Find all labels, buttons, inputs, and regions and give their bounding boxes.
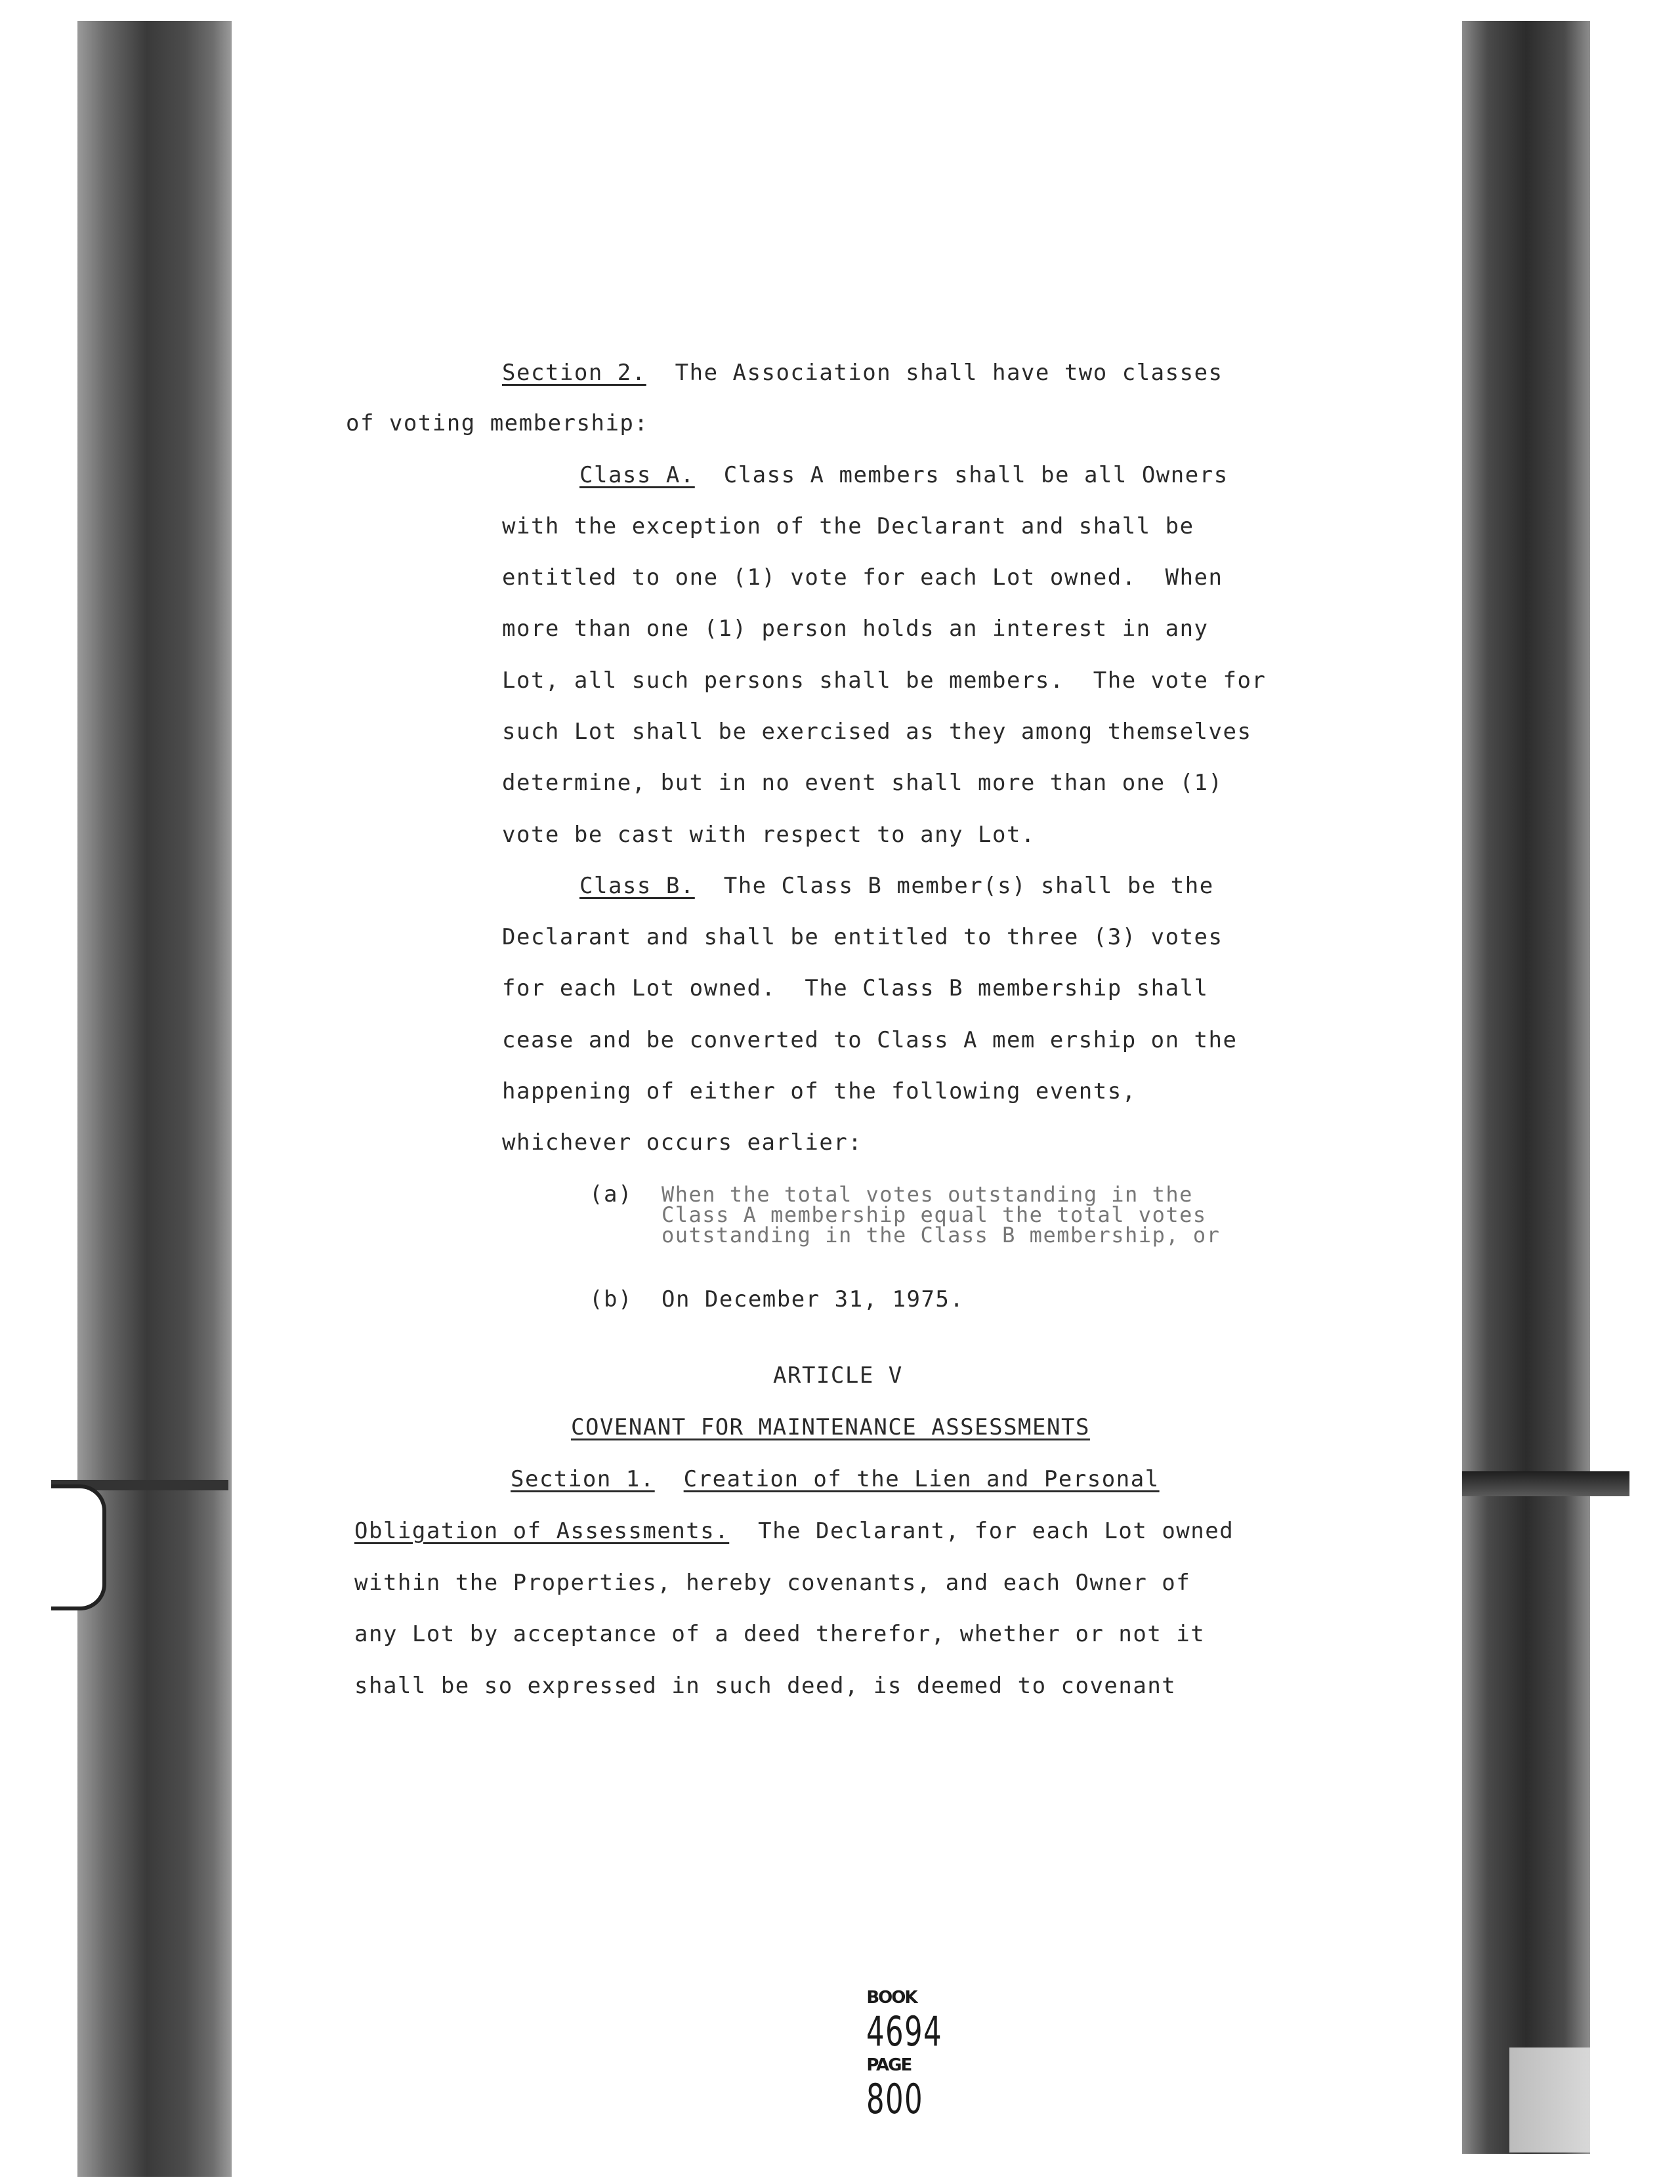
item-a-line-0: When the total votes outstanding in the [662, 1182, 1193, 1207]
section1-line-1: within the Properties, hereby covenants, and each Owner of [354, 1570, 1191, 1596]
book-label: BOOK [866, 1988, 917, 2007]
binder-clip-left [51, 1484, 106, 1610]
classB-first-line [579, 873, 1214, 899]
section2-line2: of voting membership: [346, 410, 649, 436]
section1-heading: Creation of the Lien and Personal [683, 1466, 1160, 1492]
item-b-label: (b) [589, 1286, 633, 1312]
classA-line-2: entitled to one (1) vote for each Lot owned. When [502, 564, 1223, 591]
item-a-line-1: Class A membership equal the total votes [662, 1202, 1207, 1227]
classB-line-3: cease and be converted to Class A mem ership on the [502, 1027, 1238, 1053]
classA-first-line [579, 462, 1228, 488]
section1-line-3: shall be so expressed in such deed, is deemed to covenant [354, 1673, 1177, 1699]
page-number: 800 [866, 2075, 924, 2123]
section1-line-0: The Declarant, for each Lot owned [758, 1518, 1234, 1544]
classB-title: Class B. [579, 873, 695, 899]
article-heading: ARTICLE V [773, 1362, 903, 1389]
classA-line-4: Lot, all such persons shall be members. The vote for [502, 667, 1267, 694]
classA-line-3: more than one (1) person holds an interest in any [502, 616, 1209, 642]
section2-line [502, 360, 1223, 386]
item-b-text: On December 31, 1975. [662, 1286, 965, 1312]
scan-shadow-right-bottom [1509, 2048, 1590, 2152]
section1-title: Section 1. [511, 1466, 655, 1492]
scan-binding-shadow-left [77, 21, 232, 2177]
section1-heading2: Obligation of Assessments. [354, 1518, 730, 1544]
classA-line-7: vote be cast with respect to any Lot. [502, 822, 1036, 848]
section1-line [511, 1466, 1160, 1492]
scan-binding-shadow-right [1462, 21, 1590, 2154]
section1-line-2: any Lot by acceptance of a deed therefor, whether or not it [354, 1621, 1206, 1647]
classB-line-5: whichever occurs earlier: [502, 1129, 863, 1156]
classA-line-5: such Lot shall be exercised as they among themselves [502, 719, 1252, 745]
classB-line-2: for each Lot owned. The Class B membership shall [502, 975, 1209, 1001]
item-a-line-2: outstanding in the Class B membership, or [662, 1223, 1221, 1248]
book-number: 4694 [866, 2007, 943, 2055]
binder-clip-right [1462, 1471, 1629, 1496]
classA-title: Class A. [579, 462, 695, 488]
section1-line2 [354, 1518, 1234, 1544]
page-label: PAGE [866, 2055, 912, 2075]
classB-line-0: The Class B member(s) shall be the [723, 873, 1214, 899]
section2-text: The Association shall have two classes [675, 360, 1223, 386]
classB-line-4: happening of either of the following events, [502, 1078, 1137, 1104]
classB-line-1: Declarant and shall be entitled to three (3) votes [502, 924, 1223, 950]
item-a-label: (a) [589, 1181, 633, 1208]
classA-line-0: Class A members shall be all Owners [723, 462, 1228, 488]
book-page-stamp [853, 1975, 975, 2135]
article-subheading: COVENANT FOR MAINTENANCE ASSESSMENTS [571, 1414, 1090, 1440]
section2-title: Section 2. [502, 360, 646, 386]
classA-line-1: with the exception of the Declarant and shall be [502, 513, 1194, 539]
classA-line-6: determine, but in no event shall more than one (1) [502, 770, 1223, 796]
